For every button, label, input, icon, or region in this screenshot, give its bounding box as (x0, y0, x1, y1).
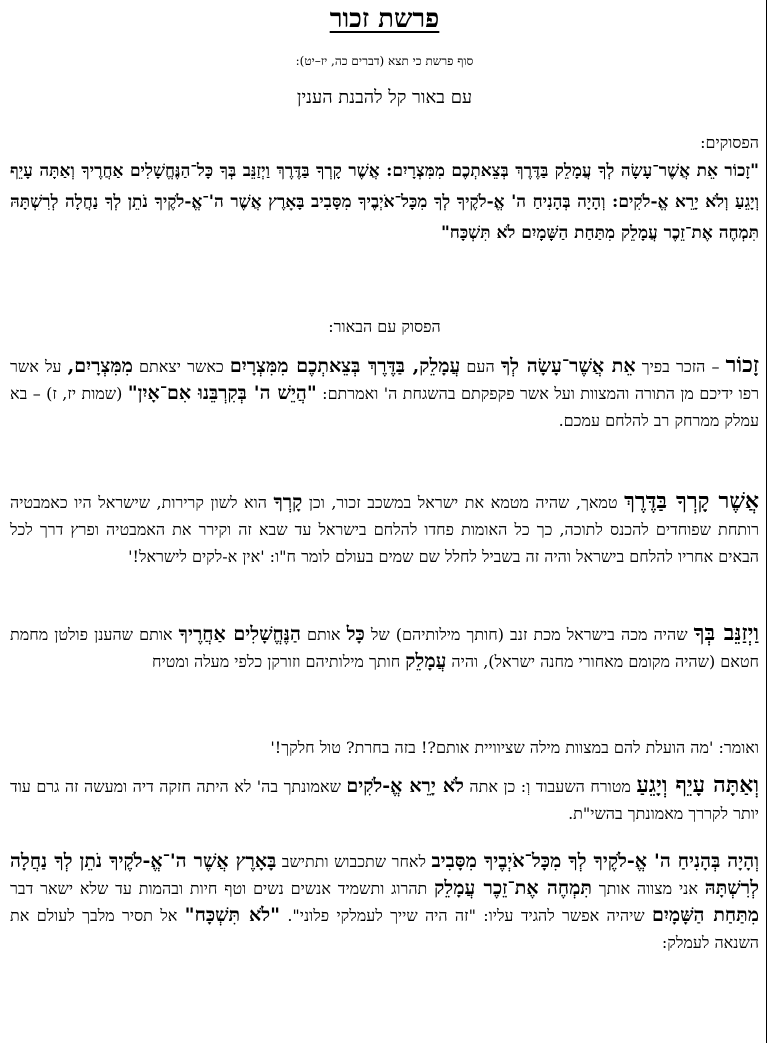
verse-phrase: הַנֶּחֱשָׁלִים אַחֲרֶיךָ (178, 623, 301, 645)
verse-phrase: לֹא יָרֵא אֱ-לֹקִים (346, 775, 464, 797)
commentary-text: שהיה מכה בישראל מכת זנב (חותך מילותיהם) של (364, 625, 694, 644)
verse-quote: "הֲיֵשׁ ה' בְּקִרְבֵּנוּ אִם־אָיִן" (127, 382, 317, 404)
commentary-text: העם (460, 357, 501, 376)
commentary-text: אל תסיר מלבך לעולם את השנאה לעמלק: (10, 906, 759, 952)
commentary-text: – הזכר בפיך (635, 357, 726, 376)
explained-label: הפסוק עם הבאור: (328, 317, 441, 336)
verse-phrase: וְאַתָּה עָיֵף וְיָגֵעַ (636, 772, 759, 798)
commentary-text: (שמות יז, ז) – בא עמלק ממרחק רב להלחם עמכם. (10, 384, 759, 430)
commentary-text: אותם שהענן פולטן מחמת חטאם (שהיה מקומם מאחורי מחנה ישראל), והיה (10, 625, 759, 671)
explanation-paragraph-2 (10, 488, 759, 570)
commentary-text: אני מצווה אותך (591, 879, 705, 898)
verse-word: קָרְךָ (273, 491, 303, 513)
commentary-text: מטורח השעבוד וְ: כן אתה (463, 777, 637, 796)
page-edge-rule (766, 0, 767, 1043)
source-reference: סוף פרשת כי תצא (דברים כה, יז–יט): (295, 54, 474, 68)
verse-phrase: מִתַּחַת הַשָּׁמָיִם (651, 904, 760, 926)
explanation-paragraph-1 (10, 352, 759, 434)
commentary-text: לאחר שתכבוש ותתישב (276, 852, 432, 871)
verse-word: זָכוֹר (725, 352, 759, 378)
commentary-text: על אשר רפו ידיכם מן התורה והמצוות ועל אשר פקפקתם בהשגחת ה' ואמרתם: (10, 357, 759, 403)
verse-phrase: וַיְזַנֵּב בְּךָ (693, 620, 760, 646)
verses-text: "זָכוֹר אֵת אֲשֶׁר־עָשָׂה לְךָ עֲמָלֵק בַּדֶּרֶךְ בְּצֵאתְכֶם מִמִּצְרָיִם: אֲשֶׁר קָרְךָ בַּדֶּרֶךְ וַיְזַנֵּב בְּךָ כָּל־הַנֶּחֱשָׁלִים אַחֲרֶיךָ וְאַתָּה עָיֵף וְיָגֵעַ וְלֹא יָרֵא אֱ-לֹקִים: וְהָיָה בְּהָנִיחַ ה' אֱ-לֹקֶיךָ לְךָ מִכָּל־אֹיְבֶיךָ מִסָּבִיב בָּאָרֶץ אֲשֶׁר ה'־אֱ-לֹקֶיךָ נֹתֵן לְךָ נַחֲלָה לְרִשְׁתָּהּ תִּמְחֶה אֶת־זֵכֶר עֲמָלֵק מִתַּחַת הַשָּׁמָיִם לֹא תִּשְׁכָּח" (10, 161, 759, 243)
verse-phrase: אֵת אֲשֶׁר־עָשָׂה לְךָ (500, 355, 636, 377)
verse-word: עֲמָלֵק (405, 650, 447, 672)
page-title: פרשת זכור (329, 4, 440, 34)
commentary-text: אותם (300, 625, 347, 644)
verse-phrase: וְהָיָה בְּהָנִיחַ ה' אֱ-לֹקֶיךָ לְךָ מִכָּל־אֹיְבֶיךָ מִסָּבִיב (431, 850, 759, 872)
commentary-text: הוא לשון קרירות, שישראל היו כאמבטיה רותחת שפוחדים להכנס לתוכה, כך כל האומות פחדו להלחם בישראל עד שבא זה וקירר את האמבטיה ופרץ דרך לכל הבאים אחריו להלחם בישראל והיה זה בשביל לחלל שם שמים בעולם לומר ח"ו: 'אין א-לקים לישראל!' (10, 493, 759, 566)
verse-quote: "לֹא תִּשְׁכָּח" (184, 904, 280, 926)
commentary-text: חותך מילותיהם וזורקן כלפי מעלה ומטיח (152, 652, 406, 671)
verse-phrase: עֲמָלֵק, בַּדֶּרֶךְ בְּצֵאתְכֶם מִמִּצְרָיִם (229, 355, 461, 377)
explanation-paragraph-4: ואומר: 'מה הועלת להם במצוות מילה שציוויית אותם?! בזה בחרת? טול חלקך!' (270, 738, 759, 757)
commentary-text: טמאך, שהיה מטמא את ישראל במשכב זכור, וכן (302, 493, 625, 512)
verse-phrase: אֲשֶׁר קָרְךָ בַּדֶּרֶךְ (624, 488, 760, 514)
verses-label: הפסוקים: (700, 133, 759, 152)
verse-phrase: בָּאָרֶץ אֲשֶׁר ה'־אֱ-לֹקֶיךָ נֹתֵן לְךָ נַחֲלָה לְרִשְׁתָּהּ (10, 850, 759, 899)
verse-phrase: תִּמְחֶה אֶת־זֵכֶר עֲמָלֵק (434, 877, 592, 899)
explanation-paragraph-6 (10, 848, 759, 956)
page-subtitle: עם באור קל להבנת הענין (296, 87, 473, 108)
verse-phrase: מִמִּצְרָיִם, (67, 355, 133, 377)
explanation-paragraph-5 (10, 772, 759, 827)
commentary-text: תהרוג ותשמיד אנשים נשים וטף חיות ובהמות עד שלא ישאר דבר (10, 879, 435, 898)
commentary-text: כאשר יצאתם (132, 357, 230, 376)
commentary-text: שיהיה אפשר להגיד עליו: "זה היה שייך לעמלקי פלוני". (280, 906, 652, 925)
verse-word: כָּל (346, 623, 365, 645)
commentary-text: שאמונתך בה' לא היתה חזקה דיה ומעשה זה גרם עוד יותר לקררך מאמונתך בהשי"ת. (10, 777, 759, 823)
explanation-paragraph-3 (10, 620, 759, 675)
